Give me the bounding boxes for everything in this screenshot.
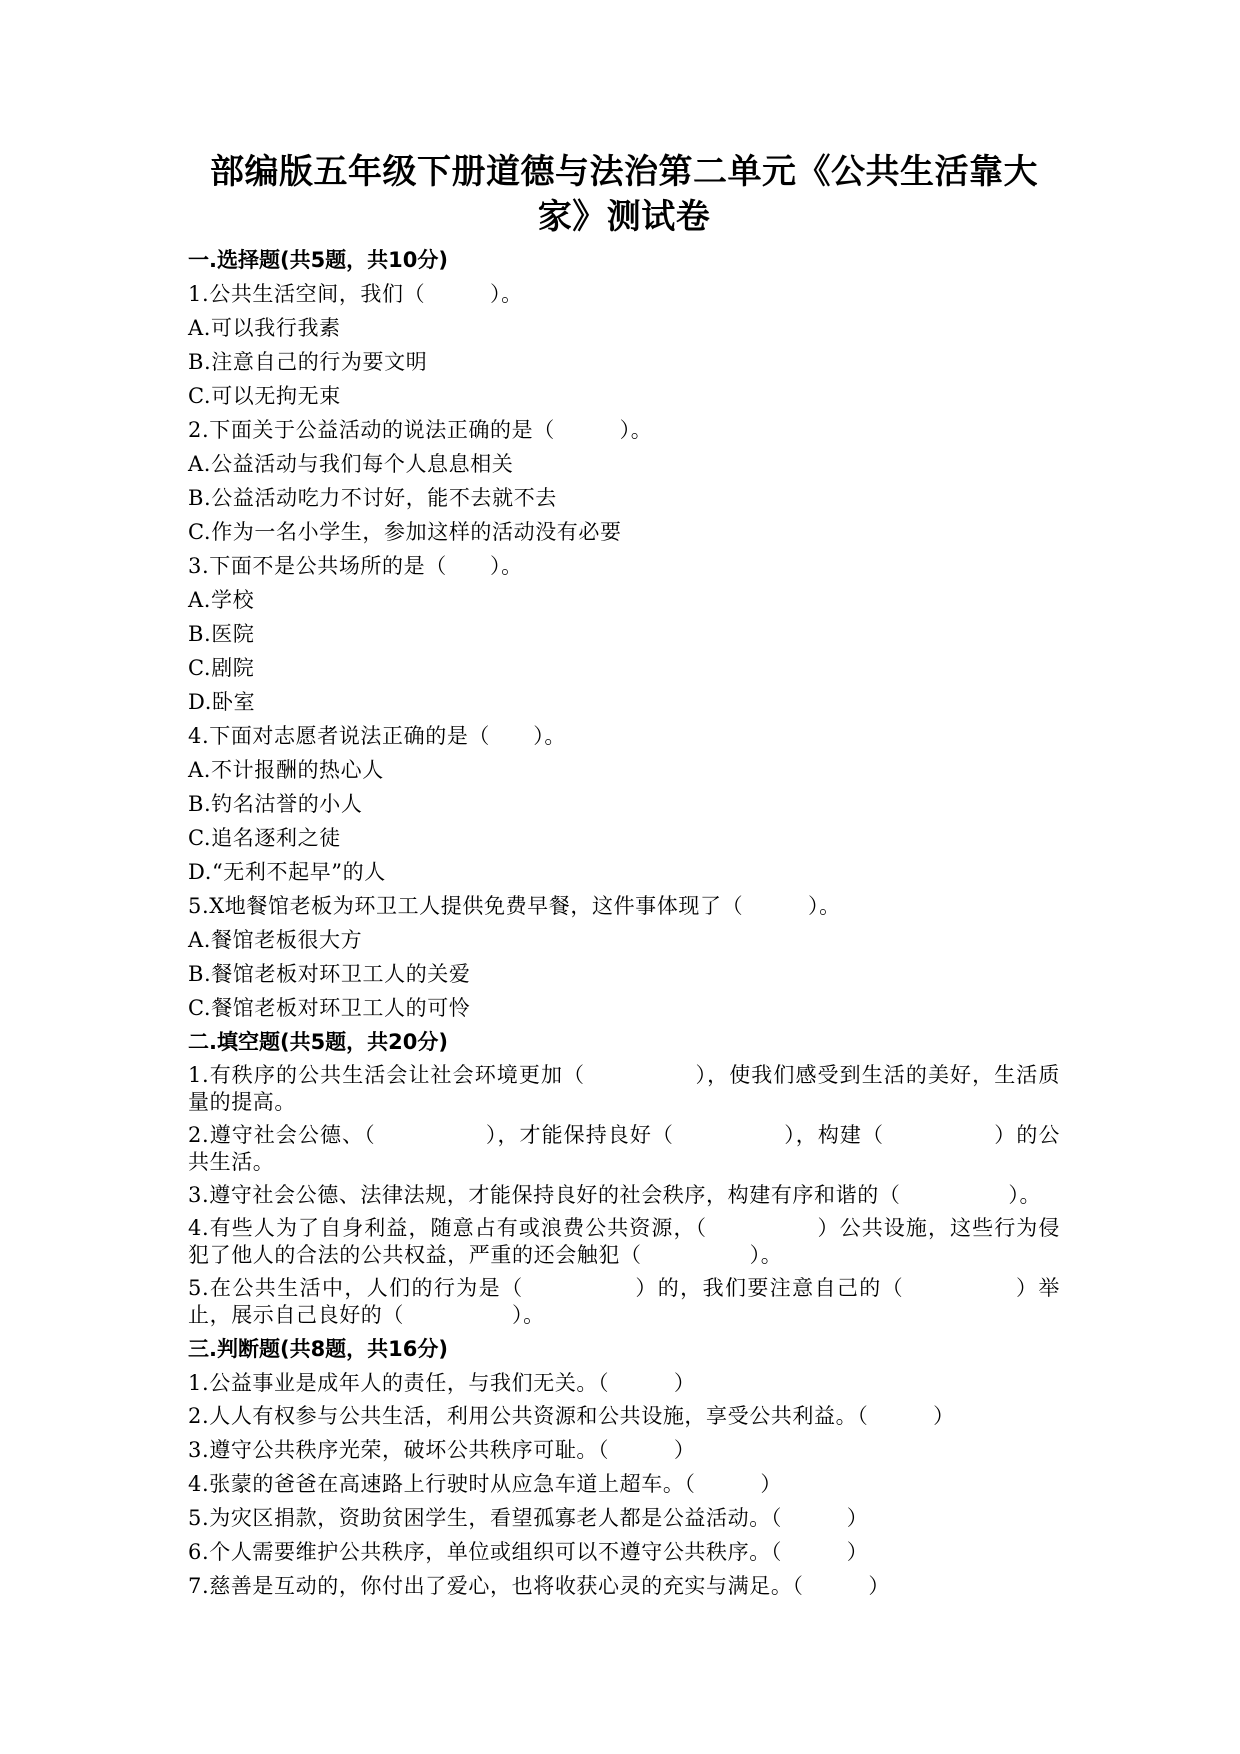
- question-stem: 2.下面关于公益活动的说法正确的是（ ）。: [188, 418, 653, 442]
- answer-option: C.餐馆老板对环卫工人的可怜: [188, 996, 471, 1020]
- answer-option: B.餐馆老板对环卫工人的关爱: [188, 962, 471, 986]
- exam-page: [188, 150, 1060, 1603]
- true-false-item: 4.张蒙的爸爸在高速路上行驶时从应急车道上超车。（ ）: [188, 1472, 782, 1496]
- answer-option: A.公益活动与我们每个人息息相关: [188, 452, 514, 476]
- question-stem: 3.下面不是公共场所的是（ ）。: [188, 554, 523, 578]
- answer-option: C.剧院: [188, 656, 255, 680]
- page-title: 部编版五年级下册道德与法治第二单元《公共生活靠大家》测试卷: [210, 152, 1038, 237]
- true-false-item: 7.慈善是互动的，你付出了爱心，也将收获心灵的充实与满足。（ ）: [188, 1574, 890, 1598]
- true-false-item: 5.为灾区捐款，资助贫困学生，看望孤寡老人都是公益活动。（ ）: [188, 1506, 869, 1530]
- answer-option: D.卧室: [188, 690, 256, 714]
- answer-option: B.钓名沽誉的小人: [188, 792, 363, 816]
- section-true-false: [188, 1332, 1060, 1603]
- section-choice: [188, 243, 1060, 1025]
- true-false-item: 2.人人有权参与公共生活，利用公共资源和公共设施，享受公共利益。（ ）: [188, 1404, 955, 1428]
- true-false-item: 3.遵守公共秩序光荣，破坏公共秩序可耻。（ ）: [188, 1438, 696, 1462]
- fill-blank-item: 5.在公共生活中，人们的行为是（ ）的，我们要注意自己的（ ）举止，展示自己良好的（ ）。: [188, 1276, 1060, 1327]
- answer-option: C.追名逐利之徒: [188, 826, 341, 850]
- question-stem: 4.下面对志愿者说法正确的是（ ）。: [188, 724, 566, 748]
- fill-blank-item: 2.遵守社会公德、（ ），才能保持良好（ ），构建（ ）的公共生活。: [188, 1123, 1060, 1174]
- answer-option: B.公益活动吃力不讨好，能不去就不去: [188, 486, 557, 510]
- answer-option: A.不计报酬的热心人: [188, 758, 384, 782]
- answer-option: C.作为一名小学生，参加这样的活动没有必要: [188, 520, 622, 544]
- true-false-item: 1.公益事业是成年人的责任，与我们无关。（ ）: [188, 1371, 696, 1395]
- answer-option: C.可以无拘无束: [188, 384, 341, 408]
- answer-option: D.“无利不起早”的人: [188, 860, 386, 884]
- question-stem: 1.公共生活空间，我们（ ）。: [188, 282, 523, 306]
- fill-blank-item: 3.遵守社会公德、法律法规，才能保持良好的社会秩序，构建有序和谐的（ ）。: [188, 1183, 1042, 1207]
- true-false-item: 6.个人需要维护公共秩序，单位或组织可以不遵守公共秩序。（ ）: [188, 1540, 869, 1564]
- section-heading: 二.填空题(共5题，共20分): [188, 1030, 449, 1054]
- fill-blank-item: 1.有秩序的公共生活会让社会环境更加（ ），使我们感受到生活的美好，生活质量的提高。: [188, 1063, 1060, 1114]
- answer-option: B.注意自己的行为要文明: [188, 350, 428, 374]
- answer-option: B.医院: [188, 622, 255, 646]
- question-stem: 5.X地餐馆老板为环卫工人提供免费早餐，这件事体现了（ ）。: [188, 894, 841, 918]
- answer-option: A.学校: [188, 588, 255, 612]
- section-fill-blank: [188, 1025, 1060, 1332]
- answer-option: A.可以我行我素: [188, 316, 341, 340]
- fill-blank-item: 4.有些人为了自身利益，随意占有或浪费公共资源，（ ）公共设施，这些行为侵犯了他人的合法的公共权益，严重的还会触犯（ ）。: [188, 1216, 1060, 1267]
- section-heading: 三.判断题(共8题，共16分): [188, 1337, 449, 1361]
- answer-option: A.餐馆老板很大方: [188, 928, 363, 952]
- section-heading: 一.选择题(共5题，共10分): [188, 248, 449, 272]
